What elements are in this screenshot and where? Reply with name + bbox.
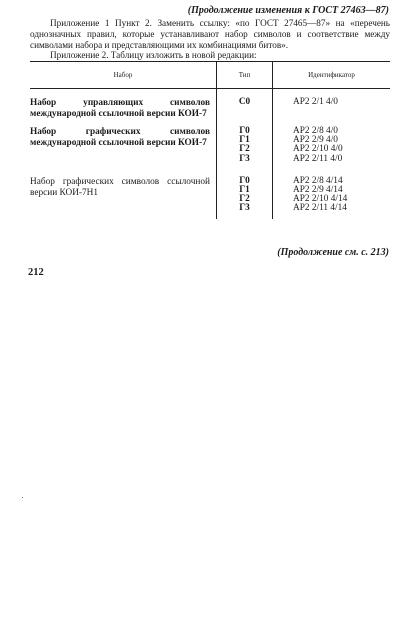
paragraph-appendix-2: Приложение 2. Таблицу изложить в новой редакции:: [50, 50, 257, 60]
paragraph-appendix-1: Приложение 1 Пункт 2. Заменить ссылку: «по ГОСТ 27465—87» на «перечень однозначных правил, которые устанавливают набор символов и соответствие между символами набора и представляющими их комбинациями битов».: [30, 18, 390, 50]
identifier-value: АР2 2/9 4/0: [293, 135, 338, 146]
type-value: Г0: [239, 126, 250, 136]
identifier-value: АР2 2/10 4/0: [293, 144, 343, 155]
type-value: Г2: [239, 144, 250, 155]
table-row: [30, 120, 390, 164]
set-name: Набор управляющих символов международной ссылочной версии КОИ-7: [30, 98, 210, 119]
set-name: Набор графических символов международной ссылочной версии КОИ-7: [30, 127, 210, 148]
page-number: 212: [28, 267, 44, 278]
identifier-value: АР2 2/10 4/14: [293, 194, 348, 205]
identifier-table: [30, 61, 390, 219]
column-header-type: Тип: [217, 62, 273, 89]
type-value: Г2: [239, 194, 250, 205]
type-value: С0: [238, 97, 251, 107]
identifier-value: АР2 2/11 4/14: [293, 203, 347, 214]
identifier-value: АР2 2/11 4/0: [293, 153, 343, 164]
type-value: Г0: [239, 175, 250, 186]
type-value: Г3: [239, 203, 250, 214]
column-header-identifier: Идентификатор: [273, 62, 391, 89]
identifier-value: АР2 2/9 4/14: [293, 185, 343, 196]
type-value: Г1: [239, 185, 250, 196]
continuation-header: (Продолжение изменения к ГОСТ 27463—87): [187, 5, 389, 16]
scan-speck: [22, 497, 23, 498]
column-header-set: Набор: [30, 62, 217, 89]
table-row: [30, 164, 390, 219]
identifier-value: АР2 2/8 4/0: [293, 126, 338, 136]
type-value: Г3: [239, 153, 250, 164]
continuation-footer: (Продолжение см. с. 213): [277, 247, 389, 258]
identifier-value: АР2 2/1 4/0: [293, 97, 338, 107]
identifier-value: АР2 2/8 4/14: [293, 175, 343, 186]
table-row: [30, 89, 390, 121]
type-value: Г1: [239, 135, 250, 146]
set-name: Набор графических символов ссылочной версии КОИ-7Н1: [30, 176, 210, 198]
table-header-row: [30, 62, 390, 89]
